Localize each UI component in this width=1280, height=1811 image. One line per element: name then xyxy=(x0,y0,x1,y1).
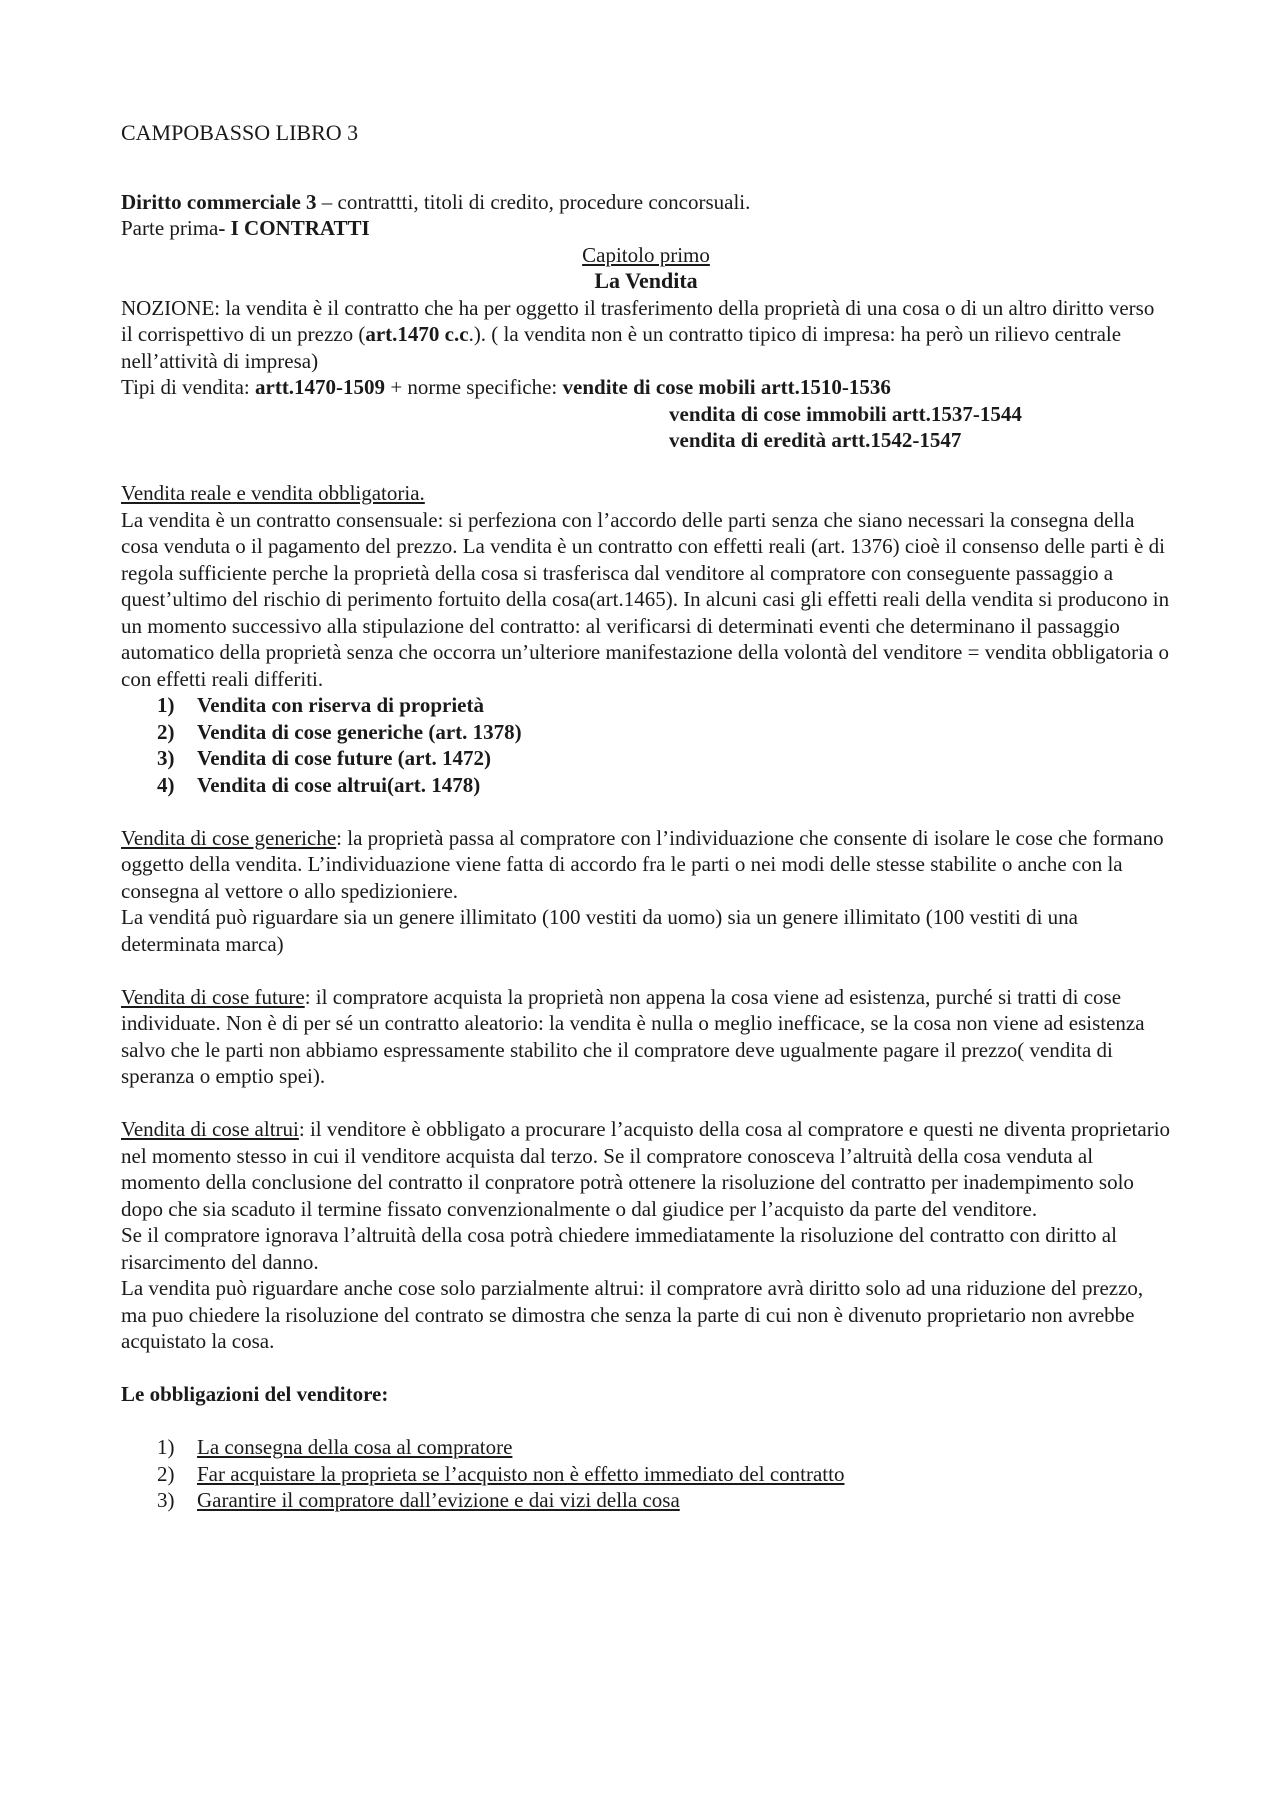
list-item: 1) La consegna della cosa al compratore xyxy=(157,1435,513,1459)
course-subjects: – contrattti, titoli di credito, procedure concorsuali. xyxy=(316,189,751,214)
document-body xyxy=(121,120,1171,1514)
generiche-paragraph xyxy=(121,825,1171,905)
altrui-paragraph-3: La vendita può riguardare anche cose solo parzialmente altrui: il compratore avrà diritto solo ad una riduzione del prezzo, ma puo chiedere la risoluzione del contrato se dimostra che senza la parte di cui non è divenuto proprietario non avrebbe acquistato la cosa. xyxy=(121,1276,1144,1353)
generiche-text: : la proprietà passa al compratore con l’individuazione che consente di isolare le cose che formano oggetto della vendita. L’individuazione viene fatta di accordo fra le parti o nei modi delle stesse stabilite o anche con la consegna al vettore o allo spedizioniere. xyxy=(121,825,1164,903)
tipi-norme: + norme specifiche: xyxy=(385,375,563,399)
list-item: 2) Far acquistare la proprieta se l’acquisto non è effetto immediato del contratto xyxy=(157,1461,845,1486)
list-item: 3) Garantire il compratore dall’evizione e dai vizi della cosa xyxy=(157,1488,680,1512)
generiche-heading: Vendita di cose generiche xyxy=(121,825,337,850)
list-item: 4) Vendita di cose altrui(art. 1478) xyxy=(157,772,481,797)
chapter-label: Capitolo primo xyxy=(582,242,710,267)
altrui-paragraph-2: Se il compratore ignorava l’altruità della cosa potrà chiedere immediatamente la risoluzione del contratto con diritto al risarcimento del danno. xyxy=(121,1223,1117,1274)
chapter-title-line xyxy=(121,268,1171,295)
nozione-text-2: .). ( la vendita non è un contratto tipico di impresa: ha però un rilievo centrale nell’attività di impresa) xyxy=(121,322,1122,373)
altrui-paragraph xyxy=(121,1116,1171,1222)
future-paragraph xyxy=(121,984,1171,1090)
obbligazioni-heading: Le obbligazioni del venditore: xyxy=(121,1382,389,1406)
tipi-line xyxy=(121,374,1171,401)
part-title: - I CONTRATTI xyxy=(218,216,370,240)
list-item: 1) Vendita con riserva di proprietà xyxy=(157,693,484,717)
reale-heading: Vendita reale e vendita obbligatoria. xyxy=(121,481,425,505)
nozione-text-1: NOZIONE: la vendita è il contratto che ha per oggetto il trasferimento della proprietà di una cosa o di un altro diritto verso il corrispettivo di un prezzo ( xyxy=(121,295,1155,346)
course-name: Diritto commerciale 3 xyxy=(121,189,317,214)
chapter-title: La Vendita xyxy=(594,268,698,293)
tipi-mobili: vendite di cose mobili artt.1510-1536 xyxy=(562,375,891,399)
list-item: 2) Vendita di cose generiche (art. 1378) xyxy=(157,719,522,744)
obbligazioni-list xyxy=(121,1434,1171,1514)
list-item: 3) Vendita di cose future (art. 1472) xyxy=(157,746,491,770)
tipi-label: Tipi di vendita: xyxy=(121,375,255,399)
part-prefix: Parte prima xyxy=(121,216,219,240)
future-text: : il compratore acquista la proprietà non appena la cosa viene ad esistenza, purché si tratti di cose individuate. Non è di per sé un contratto aleatorio: la vendita è nulla o meglio inefficace, se la cosa non viene ad esistenza salvo che le parti non abbiamo espressamente stabilito che il compratore deve ugualmente pagare il prezzo( vendita di speranza o emptio spei). xyxy=(121,984,1145,1088)
altrui-text: : il venditore è obbligato a procurare l’acquisto della cosa al compratore e questi ne diventa proprietario nel momento stesso in cui il venditore acquista dal terzo. Se il compratore conosceva l’altruità della cosa venduta al momento della conclusione del contratto il conpratore potrà ottenere la risoluzione del contratto per inadempimento solo dopo che sia scaduto il termine fissato convenzionalmente o dal giudice per l’acquisto da parte del venditore. xyxy=(121,1117,1171,1221)
nozione-article: art.1470 c.c xyxy=(365,322,469,346)
reale-heading-line xyxy=(121,480,1171,507)
tipi-articles: artt.1470-1509 xyxy=(255,375,386,399)
altrui-heading: Vendita di cose altrui xyxy=(121,1117,299,1141)
course-line xyxy=(121,189,1171,216)
tipi-eredita: vendita di eredità artt.1542-1547 xyxy=(669,428,962,452)
chapter-label-line xyxy=(121,242,1171,269)
generiche-paragraph-2: La venditá può riguardare sia un genere illimitato (100 vestiti da uomo) sia un genere illimitato (100 vestiti di una determinata marca) xyxy=(121,905,1078,956)
nozione-paragraph xyxy=(121,295,1171,375)
future-heading: Vendita di cose future xyxy=(121,984,305,1009)
tipi-eredita-line xyxy=(121,427,1171,454)
tipi-immobili-line xyxy=(121,401,1171,428)
document-title: CAMPOBASSO LIBRO 3 xyxy=(121,120,359,145)
part-line xyxy=(121,215,1171,242)
obbligazioni-heading-line xyxy=(121,1381,1171,1408)
reale-list xyxy=(121,692,1171,798)
tipi-immobili: vendita di cose immobili artt.1537-1544 xyxy=(669,401,1022,426)
reale-paragraph: La vendita è un contratto consensuale: si perfeziona con l’accordo delle parti senza che siano necessari la consegna della cosa venduta o il pagamento del prezzo. La vendita è un contratto con effetti reali (art. 1376) cioè il consenso delle parti è di regola sufficiente perche la proprietà della cosa si trasferisca dal venditore al compratore con conseguente passaggio a quest’ultimo del rischio di perimento fortuito della cosa(art.1465). In alcuni casi gli effetti reali della vendita si producono in un momento successivo alla stipulazione del contratto: al verificarsi di determinati eventi che determinano il passaggio automatico della proprietà senza che occorra un’ulteriore manifestazione della volontà del venditore = vendita obbligatoria o con effetti reali differiti. xyxy=(121,507,1170,691)
